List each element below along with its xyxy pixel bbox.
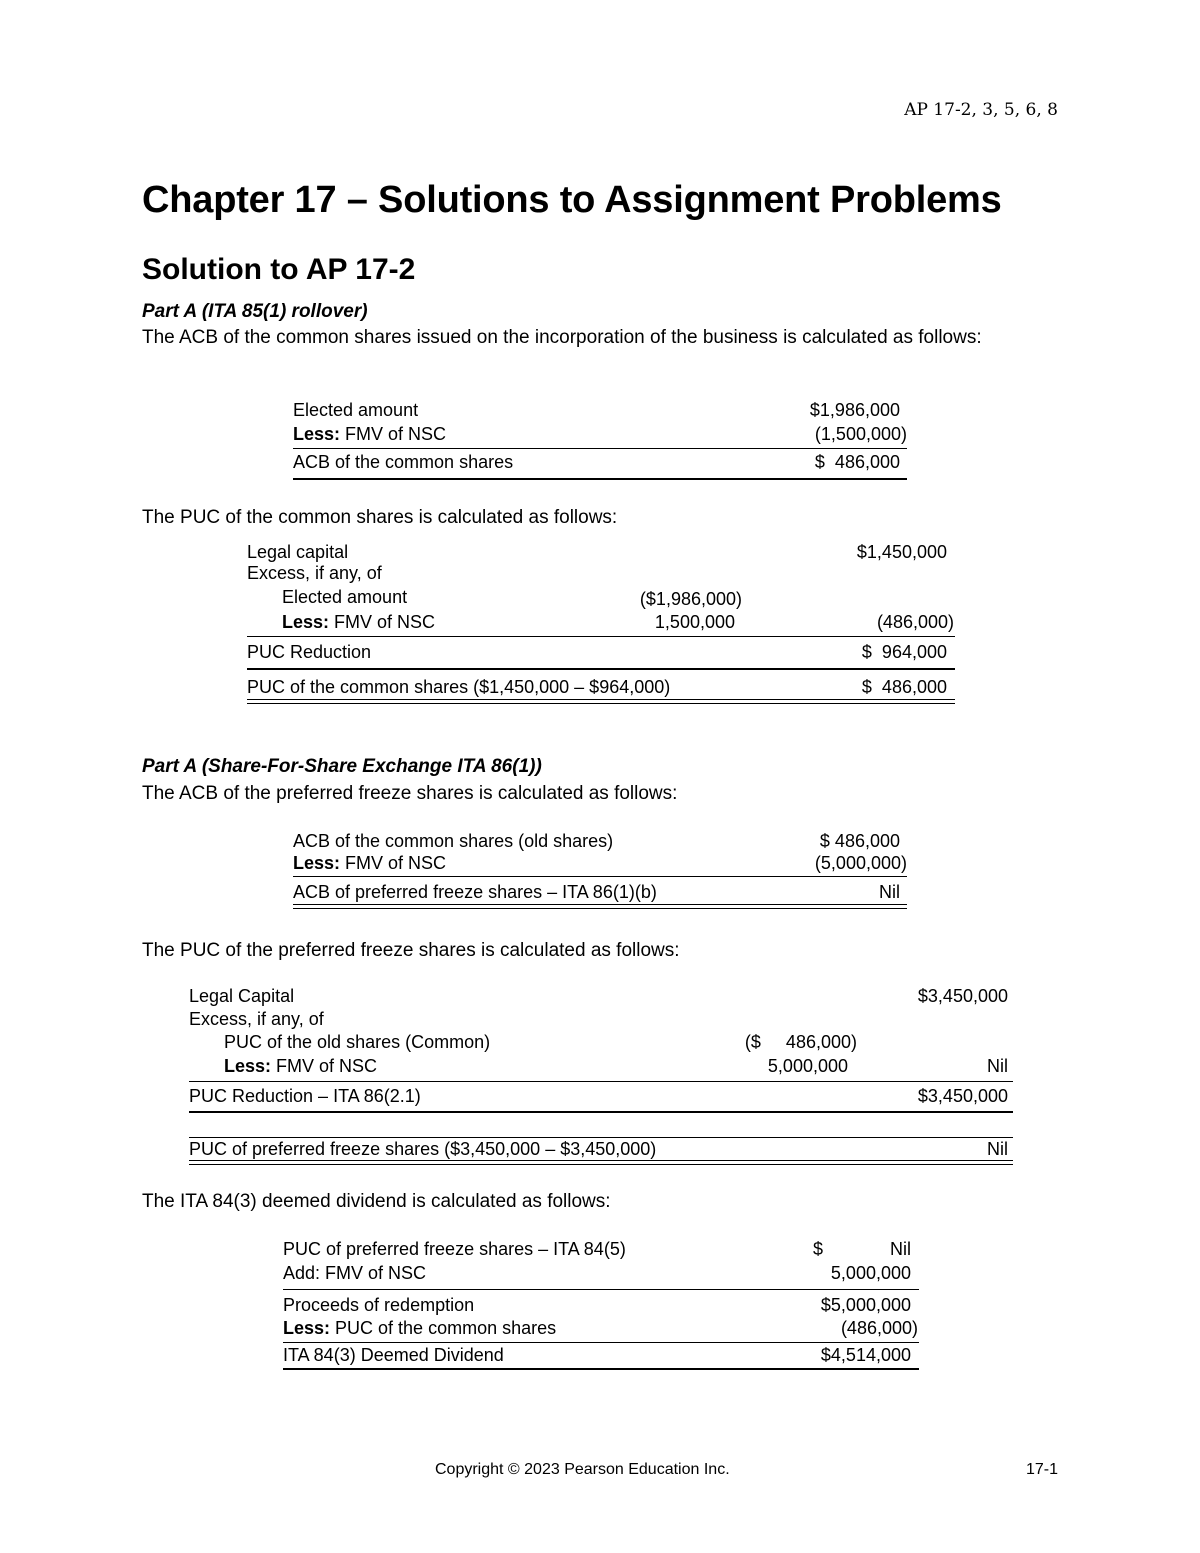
puc-preferred-intro: The PUC of the preferred freeze shares is calculated as follows:	[142, 940, 680, 961]
less-label: Less:	[283, 1318, 331, 1338]
table-row-value: Nil	[987, 1056, 1008, 1076]
rule	[189, 1081, 1013, 1082]
rule	[189, 1111, 1013, 1113]
table-row-value: $5,000,000	[820, 1295, 911, 1315]
table-row-label	[282, 612, 435, 633]
table-row-label	[224, 1056, 377, 1077]
row-text: PUC of the common shares	[330, 1318, 557, 1338]
total-rule	[293, 478, 907, 480]
table-row-label: Legal capital	[247, 542, 349, 562]
table-row-value: (486,000)	[876, 612, 954, 632]
table-row-label: PUC Reduction	[247, 642, 372, 662]
chapter-title: Chapter 17 – Solutions to Assignment Problems	[142, 179, 1002, 221]
rule	[247, 668, 955, 670]
page-number: 17-1	[1025, 1461, 1058, 1478]
table-row-value: $3,450,000	[917, 986, 1008, 1006]
table-row-value: (1,500,000)	[814, 424, 907, 444]
table-row-label: PUC Reduction – ITA 86(2.1)	[189, 1086, 421, 1106]
less-label: Less:	[293, 853, 341, 873]
table-row-label: PUC of the common shares ($1,450,000 – $964,000)	[247, 677, 671, 697]
table-row-value: $ 486,000	[814, 452, 900, 472]
table-row-label: Excess, if any, of	[247, 563, 382, 583]
table-row-label: Elected amount	[282, 587, 408, 607]
table-row-value: Nil	[987, 1139, 1008, 1159]
rule	[293, 448, 907, 449]
rule	[247, 636, 955, 637]
rule	[293, 876, 907, 877]
table-row-label	[283, 1318, 556, 1339]
total-rule	[283, 1368, 919, 1370]
table-row-label: ACB of preferred freeze shares – ITA 86(1)(b)	[293, 882, 657, 902]
dividend-intro: The ITA 84(3) deemed dividend is calculated as follows:	[142, 1191, 611, 1212]
table-row-label: Proceeds of redemption	[283, 1295, 475, 1315]
row-text: FMV of NSC	[340, 853, 447, 873]
part-a-rollover-heading: Part A (ITA 85(1) rollover)	[142, 301, 368, 322]
table-row-value: 5,000,000	[830, 1263, 911, 1283]
table-row-value: (5,000,000)	[814, 853, 907, 873]
table-row-label: ACB of the common shares (old shares)	[293, 831, 614, 851]
acb-intro-paragraph: The ACB of the common shares issued on the incorporation of the business is calculated as follows:	[142, 327, 982, 348]
double-rule	[189, 1160, 1013, 1165]
table-row-value: $1,986,000	[809, 400, 900, 420]
table-row-value: Nil	[890, 1239, 911, 1259]
table-row-label: PUC of preferred freeze shares – ITA 84(5)	[283, 1239, 626, 1259]
part-a-exchange-heading: Part A (Share-For-Share Exchange ITA 86(1))	[142, 756, 542, 777]
table-row-label: ITA 84(3) Deemed Dividend	[283, 1345, 504, 1365]
rule	[283, 1289, 919, 1290]
puc-intro-paragraph: The PUC of the common shares is calculated as follows:	[142, 507, 618, 528]
table-row-label: ACB of the common shares	[293, 452, 514, 472]
less-label: Less:	[224, 1056, 272, 1076]
table-row-label: PUC of preferred freeze shares ($3,450,000 – $3,450,000)	[189, 1139, 657, 1159]
table-row-mid-value: ($1,986,000)	[639, 589, 742, 609]
table-row-mid-value: 5,000,000	[767, 1056, 848, 1076]
table-row-value: Nil	[879, 882, 900, 902]
table-row-label: Add: FMV of NSC	[283, 1263, 427, 1283]
copyright-footer: Copyright © 2023 Pearson Education Inc.	[435, 1461, 730, 1478]
table-row-mid-value: ($ 486,000)	[744, 1032, 857, 1052]
table-row-value: $ 964,000	[861, 642, 947, 662]
row-text: FMV of NSC	[329, 612, 436, 632]
table-row-label	[293, 853, 446, 874]
table-row-value: $1,450,000	[856, 542, 947, 562]
table-row-label: Legal Capital	[189, 986, 295, 1006]
dollar-sign: $	[813, 1239, 824, 1259]
table-row-value: $4,514,000	[820, 1345, 911, 1365]
table-row-value: $3,450,000	[917, 1086, 1008, 1106]
table-row-label: Excess, if any, of	[189, 1009, 324, 1029]
page-reference: AP 17-2, 3, 5, 6, 8	[904, 100, 1058, 120]
row-text: FMV of NSC	[340, 424, 447, 444]
double-rule	[293, 904, 907, 909]
table-row-value: (486,000)	[840, 1318, 918, 1338]
rule	[283, 1342, 919, 1343]
row-text: FMV of NSC	[271, 1056, 378, 1076]
table-row-label: PUC of the old shares (Common)	[224, 1032, 491, 1052]
table-row-mid-value: 1,500,000	[654, 612, 735, 632]
table-row-value: $ 486,000	[861, 677, 947, 697]
less-label: Less:	[293, 424, 341, 444]
table-row-value: $ 486,000	[819, 831, 900, 851]
double-rule	[247, 699, 955, 704]
table-row-label: Elected amount	[293, 400, 419, 420]
solution-title: Solution to AP 17-2	[142, 253, 416, 286]
less-label: Less:	[282, 612, 330, 632]
table-row-label	[293, 424, 446, 445]
rule	[189, 1137, 1013, 1138]
acb-preferred-intro: The ACB of the preferred freeze shares is calculated as follows:	[142, 783, 678, 804]
